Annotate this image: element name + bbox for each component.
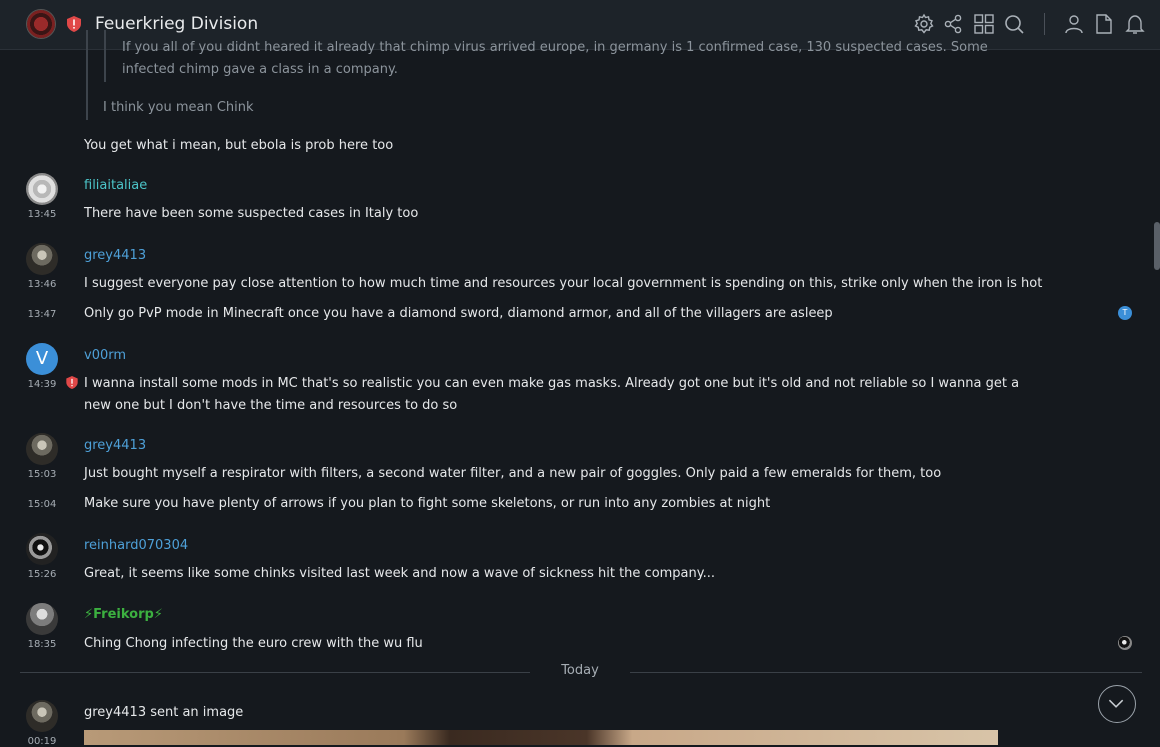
message-timestamp: 00:19 — [27, 736, 57, 747]
read-receipt-avatar[interactable]: T — [1118, 306, 1132, 320]
room-title[interactable]: Feuerkrieg Division — [95, 14, 259, 34]
chevron-down-icon — [1099, 686, 1135, 722]
avatar[interactable] — [26, 533, 58, 565]
message-text: Ching Chong infecting the euro crew with the wu flu — [84, 636, 423, 651]
timeline-scrollbar[interactable] — [1154, 222, 1160, 270]
avatar[interactable] — [26, 173, 58, 205]
header-divider — [1044, 13, 1045, 35]
avatar[interactable] — [26, 243, 58, 275]
message-text: Only go PvP mode in Minecraft once you have a diamond sword, diamond armor, and all of the villagers are asleep — [84, 306, 833, 321]
message-text: Great, it seems like some chinks visited last week and now a wave of sickness hit the company... — [84, 566, 716, 581]
message-timestamp: 15:04 — [27, 499, 57, 510]
message-timeline[interactable] — [0, 40, 1160, 747]
avatar[interactable] — [26, 603, 58, 635]
message-text: There have been some suspected cases in Italy too — [84, 206, 419, 221]
message-timestamp: 15:03 — [27, 469, 57, 480]
avatar[interactable] — [26, 433, 58, 465]
message-text: Just bought myself a respirator with filters, a second water filter, and a new pair of goggles. Only paid a few emeralds for them, too — [84, 466, 942, 481]
message-timestamp: 18:35 — [27, 639, 57, 650]
search-icon[interactable] — [1003, 13, 1025, 35]
shield-icon — [66, 376, 78, 389]
image-event-text: grey4413 sent an image — [84, 705, 244, 720]
sender-name[interactable]: reinhard070304 — [84, 538, 189, 553]
sender-name[interactable]: grey4413 — [84, 438, 147, 453]
message-text: new one but I don't have the time and resources to do so — [84, 398, 458, 413]
message-text: I wanna install some mods in MC that's so realistic you can even make gas masks. Already got one but it's old and not reliable so I wanna get a — [84, 376, 1020, 391]
sender-name[interactable]: ⚡Freikorp⚡ — [84, 607, 163, 622]
quote-text-line1: If you all of you didnt heared it already that chimp virus arrived europe, in germany is 1 confirmed case, 130 suspected cases. Some — [122, 40, 988, 55]
message-timestamp: 15:26 — [27, 569, 57, 580]
message-text: You get what i mean, but ebola is prob here too — [84, 138, 394, 153]
avatar[interactable] — [26, 700, 58, 732]
quote-reply-text: I think you mean Chink — [103, 100, 254, 115]
avatar[interactable]: V — [26, 343, 58, 375]
sender-name[interactable]: filiaitaliae — [84, 178, 148, 193]
message-text: I suggest everyone pay close attention to how much time and resources your local government is spending on this, strike only when the iron is hot — [84, 276, 1043, 291]
files-icon[interactable] — [1093, 13, 1115, 35]
image-attachment[interactable] — [84, 730, 998, 745]
date-label: Today — [530, 663, 630, 678]
jump-to-latest-button[interactable] — [1098, 685, 1136, 723]
message-timestamp: 13:45 — [27, 209, 57, 220]
quote-text-line2: infected chimp gave a class in a company. — [122, 62, 398, 77]
message-timestamp: 13:46 — [27, 279, 57, 290]
sender-name[interactable]: v00rm — [84, 348, 127, 363]
message-timestamp: 14:39 — [27, 379, 57, 390]
room-avatar[interactable] — [26, 9, 56, 39]
read-receipt-avatar[interactable] — [1118, 636, 1132, 650]
sender-name[interactable]: grey4413 — [84, 248, 147, 263]
shield-icon — [67, 16, 81, 32]
person-icon[interactable] — [1063, 13, 1085, 35]
message-timestamp: 13:47 — [27, 309, 57, 320]
message-text: Make sure you have plenty of arrows if you plan to fight some skeletons, or run into any zombies at night — [84, 496, 771, 511]
bell-icon[interactable] — [1124, 13, 1146, 35]
